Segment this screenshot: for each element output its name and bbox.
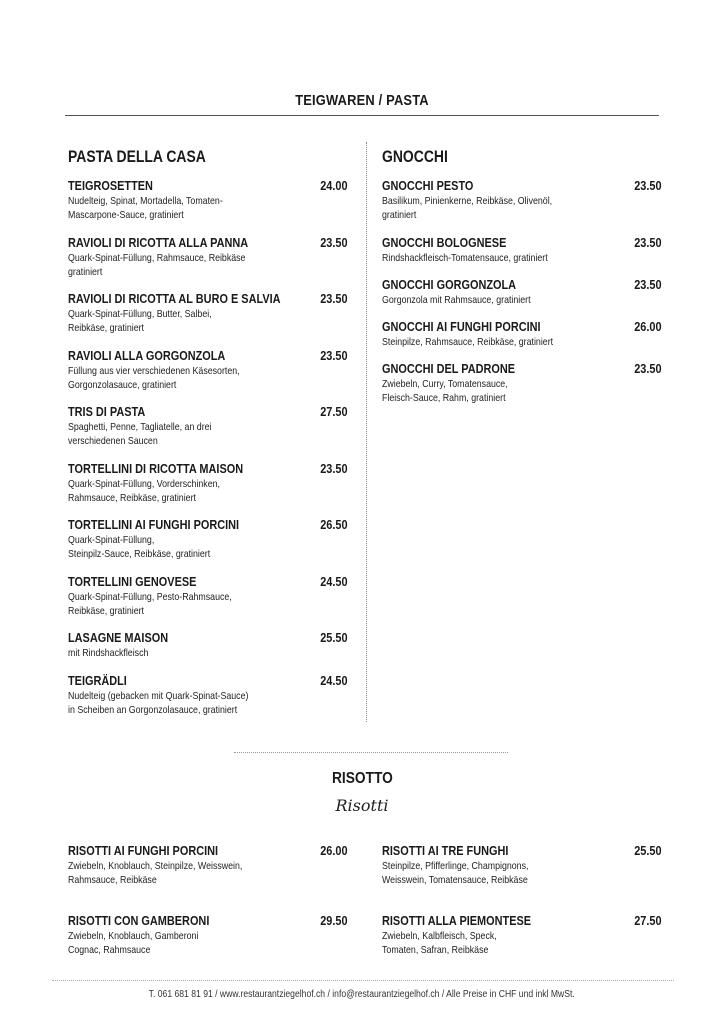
menu-item: [382, 235, 662, 265]
item-description: Quark-Spinat-Füllung, Butter, Salbei, Reibkäse, gratiniert: [68, 308, 212, 334]
item-name: RAVIOLI DI RICOTTA AL BURO E SALVIA: [68, 291, 281, 306]
menu-item: [68, 913, 348, 957]
item-price: 23.50: [634, 361, 662, 376]
menu-item: [382, 178, 662, 222]
item-price: 24.50: [320, 673, 348, 688]
title-divider: [65, 115, 659, 116]
menu-item: [68, 404, 348, 448]
menu-item: [68, 348, 348, 392]
item-name: TRIS DI PASTA: [68, 404, 146, 419]
item-name: RAVIOLI DI RICOTTA ALLA PANNA: [68, 235, 249, 250]
menu-item: [68, 291, 348, 335]
menu-item: [68, 235, 348, 279]
item-description: Quark-Spinat-Füllung, Vorderschinken, Rahmsauce, Reibkäse, gratiniert: [68, 478, 220, 504]
item-name: TORTELLINI AI FUNGHI PORCINI: [68, 517, 240, 532]
menu-item: [382, 843, 662, 887]
item-description: Gorgonzola mit Rahmsauce, gratiniert: [382, 294, 531, 306]
item-description: Steinpilze, Pfifferlinge, Champignons, Weisswein, Tomatensauce, Reibkäse: [382, 860, 529, 886]
item-name: TEIGRÄDLI: [68, 673, 127, 688]
menu-item: [68, 461, 348, 505]
page-title: TEIGWAREN / PASTA: [295, 92, 429, 109]
risotto-script-subtitle: Risotti: [335, 796, 389, 815]
item-description: Quark-Spinat-Füllung, Steinpilz-Sauce, Reibkäse, gratiniert: [68, 534, 211, 560]
item-name: RISOTTI CON GAMBERONI: [68, 913, 210, 928]
footer-contact: T. 061 681 81 91 / www.restaurantziegelhof.ch / info@restaurantziegelhof.ch / Alle Preise in CHF und inkl MwSt.: [148, 989, 576, 1000]
item-price: 26.50: [320, 517, 348, 532]
item-price: 23.50: [320, 461, 348, 476]
menu-item: [68, 574, 348, 618]
item-price: 29.50: [320, 913, 348, 928]
item-description: Spaghetti, Penne, Tagliatelle, an drei verschiedenen Saucen: [68, 421, 212, 447]
item-description: Rindshackfleisch-Tomatensauce, gratiniert: [382, 252, 548, 264]
item-description: Nudelteig (gebacken mit Quark-Spinat-Sauce) in Scheiben an Gorgonzolasauce, gratiniert: [68, 690, 249, 716]
item-name: GNOCCHI AI FUNGHI PORCINI: [382, 319, 541, 334]
item-price: 23.50: [320, 235, 348, 250]
menu-item: [68, 517, 348, 561]
item-description: Füllung aus vier verschiedenen Käsesorten, Gorgonzolasauce, gratiniert: [68, 365, 240, 391]
menu-item: [68, 178, 348, 222]
item-description: Zwiebeln, Kalbfleisch, Speck, Tomaten, Safran, Reibkäse: [382, 930, 497, 956]
menu-item: [382, 277, 662, 307]
section-heading-gnocchi: GNOCCHI: [382, 147, 448, 166]
item-price: 25.50: [634, 843, 662, 858]
item-name: TORTELLINI GENOVESE: [68, 574, 197, 589]
section-heading-risotto: RISOTTO: [331, 770, 393, 787]
item-name: RAVIOLI ALLA GORGONZOLA: [68, 348, 226, 363]
item-name: RISOTTI ALLA PIEMONTESE: [382, 913, 532, 928]
column-divider: [366, 142, 367, 722]
menu-item: [68, 843, 348, 887]
item-price: 26.00: [634, 319, 662, 334]
item-price: 23.50: [320, 291, 348, 306]
item-price: 24.00: [320, 178, 348, 193]
menu-item: [382, 361, 662, 405]
item-name: RISOTTI AI FUNGHI PORCINI: [68, 843, 219, 858]
menu-item: [382, 319, 662, 349]
item-name: GNOCCHI GORGONZOLA: [382, 277, 517, 292]
item-name: GNOCCHI DEL PADRONE: [382, 361, 516, 376]
footer-divider: [52, 980, 674, 981]
item-price: 23.50: [634, 277, 662, 292]
item-description: mit Rindshackfleisch: [68, 647, 149, 659]
item-description: Nudelteig, Spinat, Mortadella, Tomaten- Mascarpone-Sauce, gratiniert: [68, 195, 223, 221]
item-description: Zwiebeln, Knoblauch, Gamberoni Cognac, Rahmsauce: [68, 930, 199, 956]
item-price: 27.50: [320, 404, 348, 419]
item-name: GNOCCHI PESTO: [382, 178, 474, 193]
item-name: TEIGROSETTEN: [68, 178, 153, 193]
item-description: Zwiebeln, Knoblauch, Steinpilze, Weisswein, Rahmsauce, Reibkäse: [68, 860, 243, 886]
item-price: 23.50: [320, 348, 348, 363]
item-description: Basilikum, Pinienkerne, Reibkäse, Olivenöl, gratiniert: [382, 195, 553, 221]
item-description: Quark-Spinat-Füllung, Rahmsauce, Reibkäse gratiniert: [68, 252, 246, 278]
item-price: 24.50: [320, 574, 348, 589]
menu-item: [68, 673, 348, 717]
item-description: Steinpilze, Rahmsauce, Reibkäse, gratiniert: [382, 336, 554, 348]
item-price: 27.50: [634, 913, 662, 928]
item-price: 23.50: [634, 178, 662, 193]
item-name: LASAGNE MAISON: [68, 630, 169, 645]
item-price: 23.50: [634, 235, 662, 250]
item-description: Quark-Spinat-Füllung, Pesto-Rahmsauce, Reibkäse, gratiniert: [68, 591, 232, 617]
item-name: TORTELLINI DI RICOTTA MAISON: [68, 461, 244, 476]
section-heading-pasta: PASTA DELLA CASA: [68, 147, 206, 166]
menu-item: [382, 913, 662, 957]
item-name: GNOCCHI BOLOGNESE: [382, 235, 507, 250]
menu-item: [68, 630, 348, 660]
item-name: RISOTTI AI TRE FUNGHI: [382, 843, 509, 858]
item-description: Zwiebeln, Curry, Tomatensauce, Fleisch-Sauce, Rahm, gratiniert: [382, 378, 508, 404]
risotto-divider: [234, 752, 508, 753]
item-price: 26.00: [320, 843, 348, 858]
item-price: 25.50: [320, 630, 348, 645]
